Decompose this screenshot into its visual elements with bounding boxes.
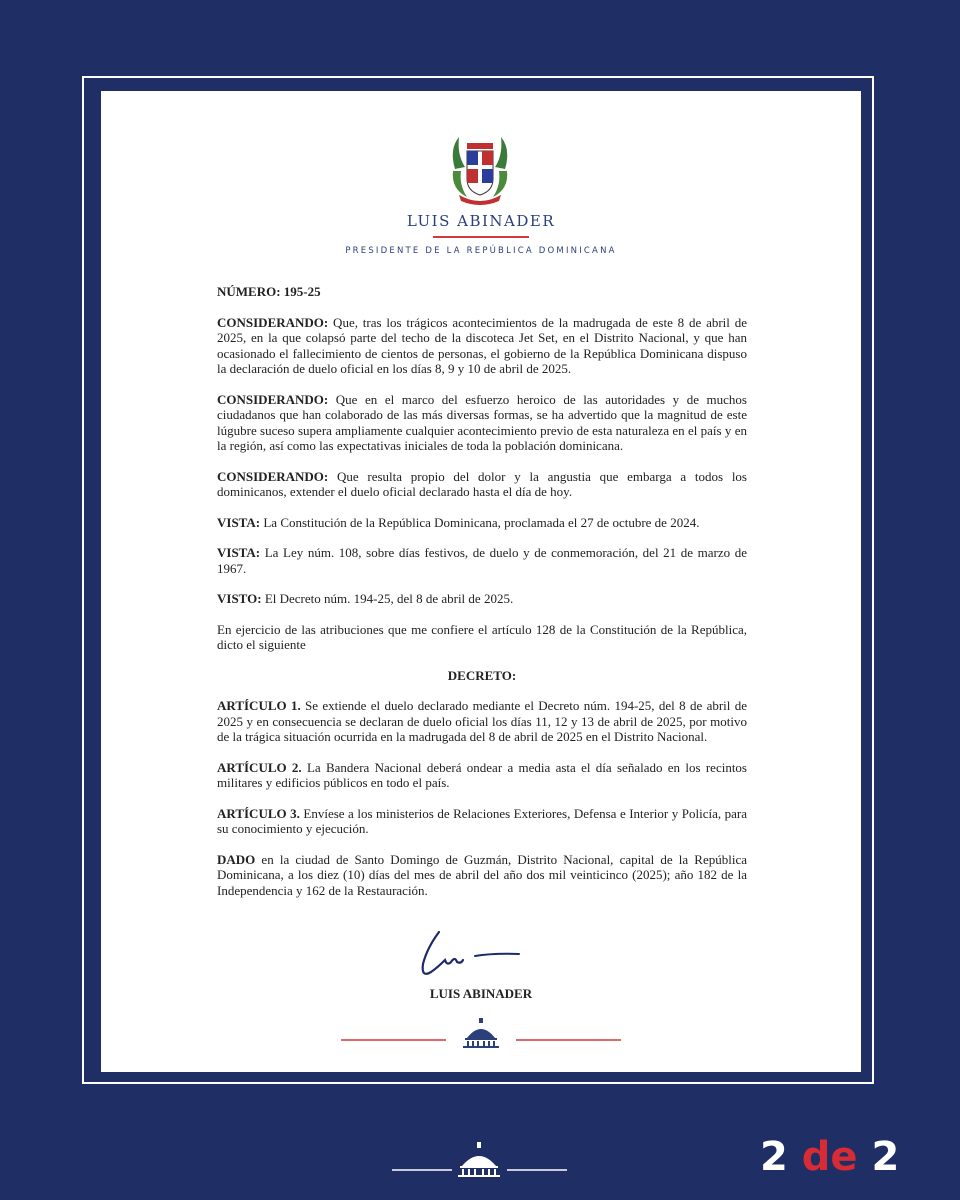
paragraph-text: Que en el marco del esfuerzo heroico de las autoridades y de muchos ciudadanos que han colaborado de las más diversas formas, se ha advertido que la magnitud de este lúgubre suceso supera ampliamente cualquier acontecimiento previo de esta naturaleza en el país y en la región, así como las expectativas iniciales de toda la población dominicana. [217, 391, 747, 453]
president-name: LUIS ABINADER [406, 212, 556, 230]
palace-dome-icon [341, 1018, 621, 1048]
decree-heading: DECRETO: [447, 667, 517, 683]
page-separator: de [801, 1134, 858, 1180]
article-text: Se extiende el duelo declarado mediante el Decreto núm. 194-25, del 8 de abril de 2025 y en consecuencia se declaran de duelo oficial los días 11, 12 y 13 de abril de 2025, por motivo de la trágica situación ocurrida en la madrugada del 8 de abril de 2025 en el Distrito Nacional. [217, 698, 748, 744]
article-text: en la ciudad de Santo Domingo de Guzmán, Distrito Nacional, capital de la República Dominicana, a los diez (10) días del mes de abril del año dos mil veinticinco (2025); año 182 de la Independencia y 162 de la Restauración. [217, 851, 747, 898]
footer-palace-icon [392, 1142, 567, 1178]
paragraph-lead: CONSIDERANDO: [217, 314, 329, 330]
vista-2 [217, 545, 747, 576]
decree-number: NÚMERO: 195-25 [217, 284, 321, 299]
article-text: Envíese a los ministerios de Relaciones Exteriores, Defensa e Interior y Policía, para su conocimiento y ejecución. [217, 805, 747, 836]
en-ejercicio [217, 622, 747, 653]
article-text: La Bandera Nacional deberá ondear a media asta el día señalado en los recintos militares y edificios públicos en todo el país. [217, 759, 747, 790]
considerando-1 [217, 315, 747, 377]
name-divider [433, 236, 529, 238]
decree-document [101, 91, 861, 1072]
handwritten-signature-icon [401, 926, 551, 986]
paragraph-text: Que, tras los trágicos acontecimientos de la madrugada de este 8 de abril de 2025, en la que colapsó parte del techo de la discoteca Jet Set, en el Distrito Nacional, y que han ocasionado el fallecimiento de cientos de personas, el gobierno de la República Dominicana dispuso la declaración de duelo oficial en los días 8, 9 y 10 de abril de 2025. [217, 314, 747, 376]
paragraph-lead: VISTO: [217, 591, 262, 606]
paragraph-lead: VISTA: [217, 545, 261, 560]
page-current: 2 [760, 1134, 788, 1180]
articulo-1 [217, 698, 747, 745]
paragraph-text: La Ley núm. 108, sobre días festivos, de duelo y de conmemoración, del 21 de marzo de 1967. [217, 545, 747, 576]
paragraph-lead: CONSIDERANDO: [217, 468, 329, 484]
considerando-2 [217, 392, 747, 454]
paragraph-text: En ejercicio de las atribuciones que me confiere el artículo 128 de la Constitución de la República, dicto el siguiente [217, 621, 747, 652]
article-lead: ARTÍCULO 3. [217, 805, 300, 821]
paragraph-text: Que resulta propio del dolor y la angustia que embarga a todos los dominicanos, extender el duelo oficial declarado hasta el día de hoy. [217, 468, 747, 499]
visto [217, 591, 747, 607]
decree-body [217, 284, 747, 913]
president-title: PRESIDENTE DE LA REPÚBLICA DOMINICANA [345, 246, 617, 256]
articulo-2 [217, 760, 747, 791]
page-total: 2 [871, 1134, 900, 1180]
paragraph-lead: CONSIDERANDO: [217, 391, 329, 407]
paragraph-text: La Constitución de la República Dominicana, proclamada el 27 de octubre de 2024. [260, 514, 700, 530]
paragraph-lead: VISTA: [217, 514, 261, 530]
dado [217, 852, 747, 899]
article-lead: ARTÍCULO 1. [217, 698, 301, 713]
signer-name: LUIS ABINADER [429, 986, 533, 1001]
article-lead: ARTÍCULO 2. [217, 759, 302, 775]
coat-of-arms-icon [445, 129, 515, 205]
articulo-3 [217, 806, 747, 837]
article-lead: DADO [217, 851, 256, 867]
paragraph-text: El Decreto núm. 194-25, del 8 de abril de 2025. [261, 591, 514, 606]
considerando-3 [217, 469, 747, 500]
vista-1 [217, 515, 747, 531]
page-indicator [760, 1134, 899, 1180]
